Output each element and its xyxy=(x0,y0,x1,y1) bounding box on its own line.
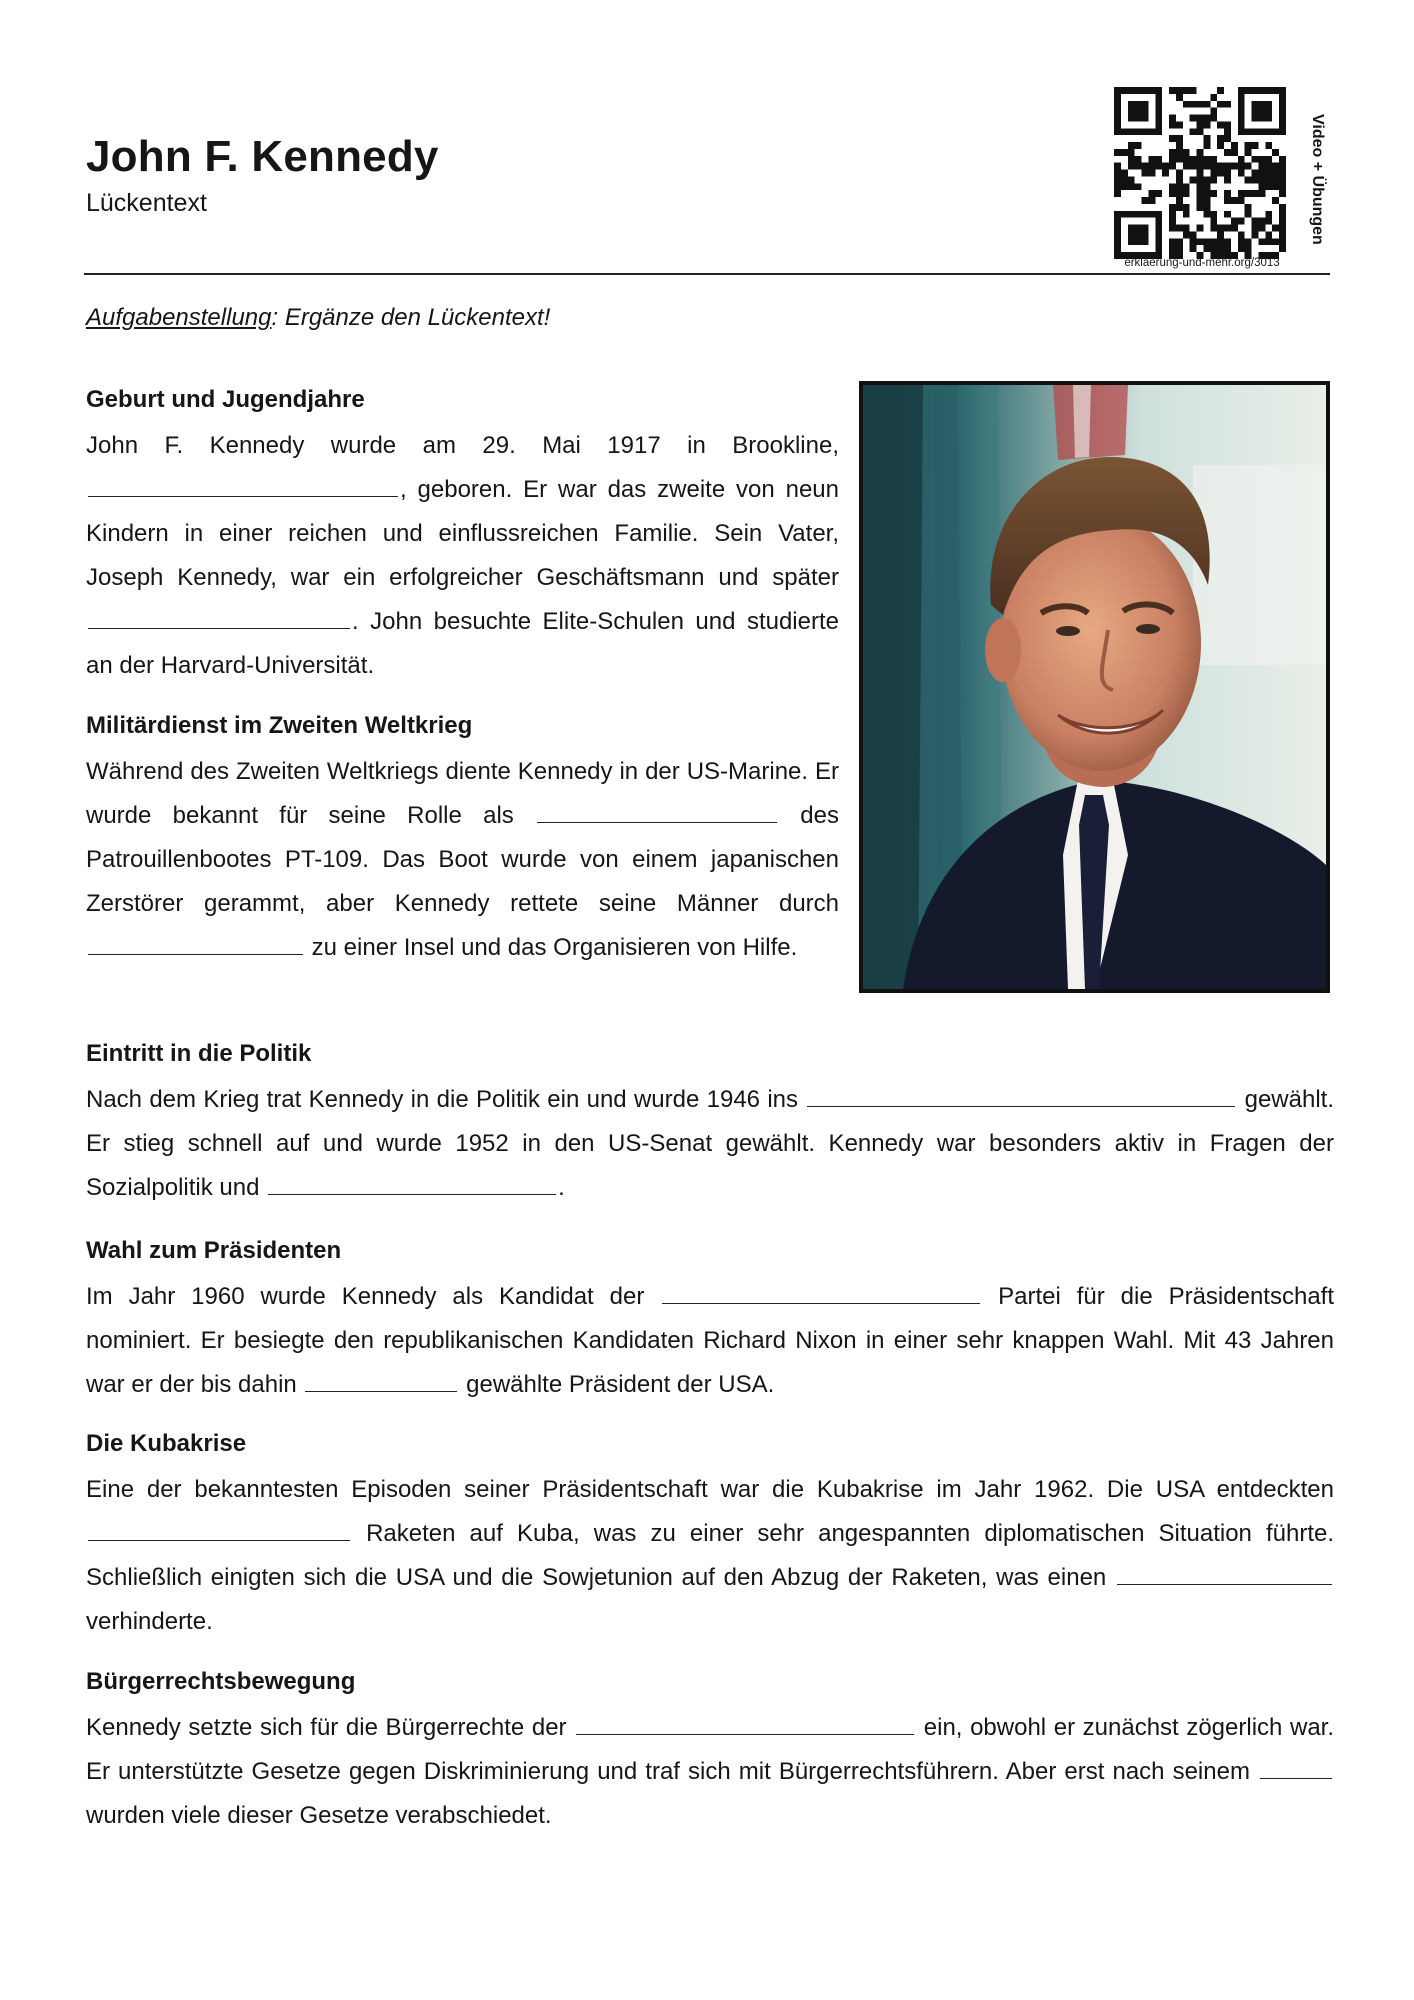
text-run: , geboren. Er war das zweite von neun Kindern in einer reichen und einflussreichen Familie. Sein Vater, Joseph Kennedy, war ein erfolgreicher Geschäftsmann und später xyxy=(86,475,839,591)
section-military xyxy=(86,712,839,970)
qr-code[interactable] xyxy=(1114,87,1286,259)
section-text xyxy=(86,1078,1334,1210)
fill-in-blank-1[interactable] xyxy=(537,801,777,823)
fill-in-blank-2[interactable] xyxy=(88,933,303,955)
section-heading: Militärdienst im Zweiten Weltkrieg xyxy=(86,712,473,739)
page-subtitle: Lückentext xyxy=(86,189,207,217)
section-heading: Bürgerrechtsbewegung xyxy=(86,1668,356,1695)
section-text xyxy=(86,424,839,688)
section-text xyxy=(86,1468,1334,1644)
text-run: wurden viele dieser Gesetze verabschiedet. xyxy=(86,1801,552,1829)
text-run: Im Jahr 1960 wurde Kennedy als Kandidat der xyxy=(86,1282,661,1310)
section-heading: Wahl zum Präsidenten xyxy=(86,1237,342,1264)
instruction-label: Aufgabenstellung xyxy=(86,304,272,331)
text-run: . xyxy=(558,1173,565,1201)
text-run: Partei für die Präsidentschaft nominiert. Er besiegte den republikanischen Kandidaten Richard Nixon in einer sehr knappen Wahl. Mit 43 Jahren war er der bis dahin xyxy=(86,1282,1334,1398)
section-text xyxy=(86,1706,1334,1838)
header-divider xyxy=(84,273,1330,275)
section-politics xyxy=(86,1040,1334,1210)
text-run: zu einer Insel und das Organisieren von Hilfe. xyxy=(305,933,798,961)
portrait-photo xyxy=(859,381,1330,993)
text-run: Eine der bekanntesten Episoden seiner Präsidentschaft war die Kubakrise im Jahr 1962. Die USA entdeckten xyxy=(86,1475,1334,1503)
qr-label: Video + Übungen xyxy=(1309,113,1326,245)
section-heading: Die Kubakrise xyxy=(86,1430,247,1457)
text-run: verhinderte. xyxy=(86,1607,213,1635)
text-run: gewählt. Er stieg schnell auf und wurde 1952 in den US-Senat gewählt. Kennedy war besonders aktiv in Fragen der Sozialpolitik und xyxy=(86,1085,1334,1201)
text-run: Kennedy setzte sich für die Bürgerrechte der xyxy=(86,1713,575,1741)
text-run: Nach dem Krieg trat Kennedy in die Politik ein und wurde 1946 ins xyxy=(86,1085,806,1113)
fill-in-blank-2[interactable] xyxy=(88,607,350,629)
fill-in-blank-2[interactable] xyxy=(305,1370,457,1392)
section-heading: Eintritt in die Politik xyxy=(86,1040,312,1067)
fill-in-blank-1[interactable] xyxy=(576,1713,914,1735)
section-text xyxy=(86,1275,1334,1407)
section-birth xyxy=(86,386,839,688)
text-run: des Patrouillenbootes PT-109. Das Boot wurde von einem japanischen Zerstörer gerammt, aber Kennedy rettete seine Männer durch xyxy=(86,801,839,917)
fill-in-blank-1[interactable] xyxy=(662,1282,980,1304)
fill-in-blank-1[interactable] xyxy=(88,1519,350,1541)
text-run: Raketen auf Kuba, was zu einer sehr angespannten diplomatischen Situation führte. Schließlich einigten sich die USA und die Sowjetunion auf den Abzug der Raketen, was einen xyxy=(86,1519,1334,1591)
task-instruction xyxy=(86,302,550,333)
fill-in-blank-1[interactable] xyxy=(88,475,398,497)
fill-in-blank-1[interactable] xyxy=(807,1085,1235,1107)
instruction-text: : Ergänze den Lückentext! xyxy=(271,304,551,331)
page-title: John F. Kennedy xyxy=(86,132,439,181)
text-run: ein, obwohl er zunächst zögerlich war. Er unterstützte Gesetze gegen Diskriminierung und traf sich mit Bürgerrechtsführern. Aber erst nach seinem xyxy=(86,1713,1334,1785)
text-run: gewählte Präsident der USA. xyxy=(459,1370,775,1398)
section-text xyxy=(86,750,839,970)
section-cuba-crisis xyxy=(86,1430,1334,1644)
fill-in-blank-2[interactable] xyxy=(1117,1563,1332,1585)
fill-in-blank-2[interactable] xyxy=(1260,1757,1332,1779)
text-run: John F. Kennedy wurde am 29. Mai 1917 in Brookline, xyxy=(86,431,839,459)
text-run: Während des Zweiten Weltkriegs diente Kennedy in der US-Marine. Er wurde bekannt für seine Rolle als xyxy=(86,757,839,829)
qr-url[interactable]: erklaerung-und-mehr.org/3013 xyxy=(1124,257,1280,269)
fill-in-blank-2[interactable] xyxy=(268,1173,556,1195)
section-election xyxy=(86,1237,1334,1407)
section-heading: Geburt und Jugendjahre xyxy=(86,386,365,413)
text-run: . John besuchte Elite-Schulen und studierte an der Harvard-Universität. xyxy=(86,607,839,679)
section-civil-rights xyxy=(86,1668,1334,1838)
